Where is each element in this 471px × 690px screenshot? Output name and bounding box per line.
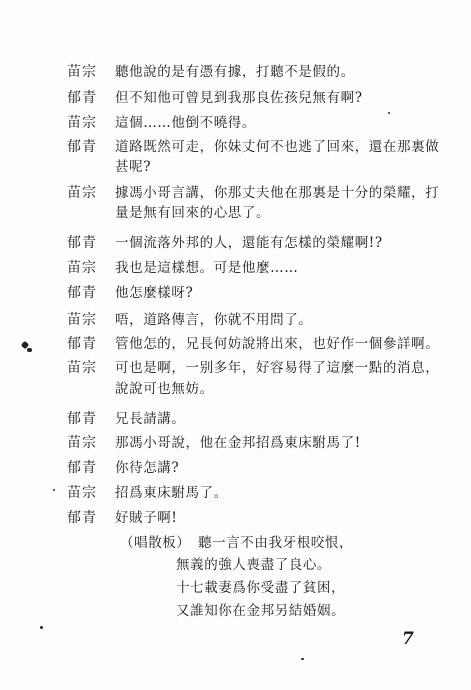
speaker-label: 郁青 bbox=[67, 285, 97, 301]
dialogue-text: 一個流落外邦的人，還能有怎樣的榮耀啊!? bbox=[115, 235, 383, 251]
dialogue-text: 好賊子啊! bbox=[115, 510, 178, 526]
dialogue-text-cont: 說說可也無妨。 bbox=[115, 381, 214, 397]
dialogue-text: 你待怎講? bbox=[115, 460, 180, 476]
dialogue-text: 我也是這樣想。可是他麼…… bbox=[115, 260, 299, 276]
verse-line: 無義的強人喪盡了良心。 bbox=[176, 557, 332, 573]
speaker-label: 郁青 bbox=[67, 336, 97, 352]
dialogue-text-cont: 量是無有回來的心思了。 bbox=[115, 205, 271, 221]
verse-line: 十七載妻爲你受盡了貧困， bbox=[176, 580, 346, 596]
speaker-label: 郁青 bbox=[67, 90, 97, 106]
page-number: 7 bbox=[402, 629, 414, 649]
speaker-label: 苗宗 bbox=[67, 115, 97, 131]
speaker-label: 苗宗 bbox=[67, 360, 97, 376]
scan-speck bbox=[40, 626, 43, 629]
song-label: （唱散板） bbox=[120, 535, 191, 551]
dialogue-text: 兄長請講。 bbox=[115, 411, 186, 427]
dialogue-text: 那馮小哥說，他在金邦招爲東床駙馬了! bbox=[115, 435, 361, 451]
speaker-label: 郁青 bbox=[67, 510, 97, 526]
speaker-label: 苗宗 bbox=[67, 312, 97, 328]
verse-line: 聽一言不由我牙根咬恨， bbox=[198, 535, 354, 551]
dialogue-text: 他怎麼樣呀? bbox=[115, 285, 194, 301]
speaker-label: 郁青 bbox=[67, 411, 97, 427]
speaker-label: 苗宗 bbox=[67, 260, 97, 276]
scan-speck bbox=[53, 489, 55, 491]
speaker-label: 苗宗 bbox=[67, 435, 97, 451]
dialogue-text: 唔，道路傳言，你就不用問了。 bbox=[115, 312, 313, 328]
scan-speck bbox=[301, 658, 304, 660]
dialogue-text: 道路既然可走，你妹丈何不也逃了回來，還在那裏做 bbox=[115, 139, 440, 155]
dialogue-text: 但不知他可曾見到我那良佐孩兒無有啊? bbox=[115, 90, 363, 106]
speaker-label: 苗宗 bbox=[67, 485, 97, 501]
dialogue-text: 招爲東床駙馬了。 bbox=[115, 485, 228, 501]
verse-line: 又誰知你在金邦另結婚姻。 bbox=[176, 603, 346, 619]
dialogue-text: 管他怎的，兄長何妨說將出來，也好作一個參詳啊。 bbox=[115, 336, 440, 352]
speaker-label: 苗宗 bbox=[67, 185, 97, 201]
dialogue-text: 聽他說的是有憑有據，打聽不是假的。 bbox=[115, 64, 355, 80]
scan-speck bbox=[388, 112, 390, 114]
scan-speck bbox=[27, 348, 32, 352]
dialogue-text: 這個……他倒不曉得。 bbox=[115, 115, 256, 131]
dialogue-text: 可也是啊，一别多年，好容易得了這麼一點的消息， bbox=[115, 360, 440, 376]
speaker-label: 郁青 bbox=[67, 139, 97, 155]
speaker-label: 郁青 bbox=[67, 460, 97, 476]
speaker-label: 苗宗 bbox=[67, 64, 97, 80]
dialogue-text-cont: 甚呢? bbox=[115, 159, 152, 175]
dialogue-text: 據馮小哥言講，你那丈夫他在那裏是十分的榮耀，打 bbox=[115, 185, 440, 201]
speaker-label: 郁青 bbox=[67, 235, 97, 251]
